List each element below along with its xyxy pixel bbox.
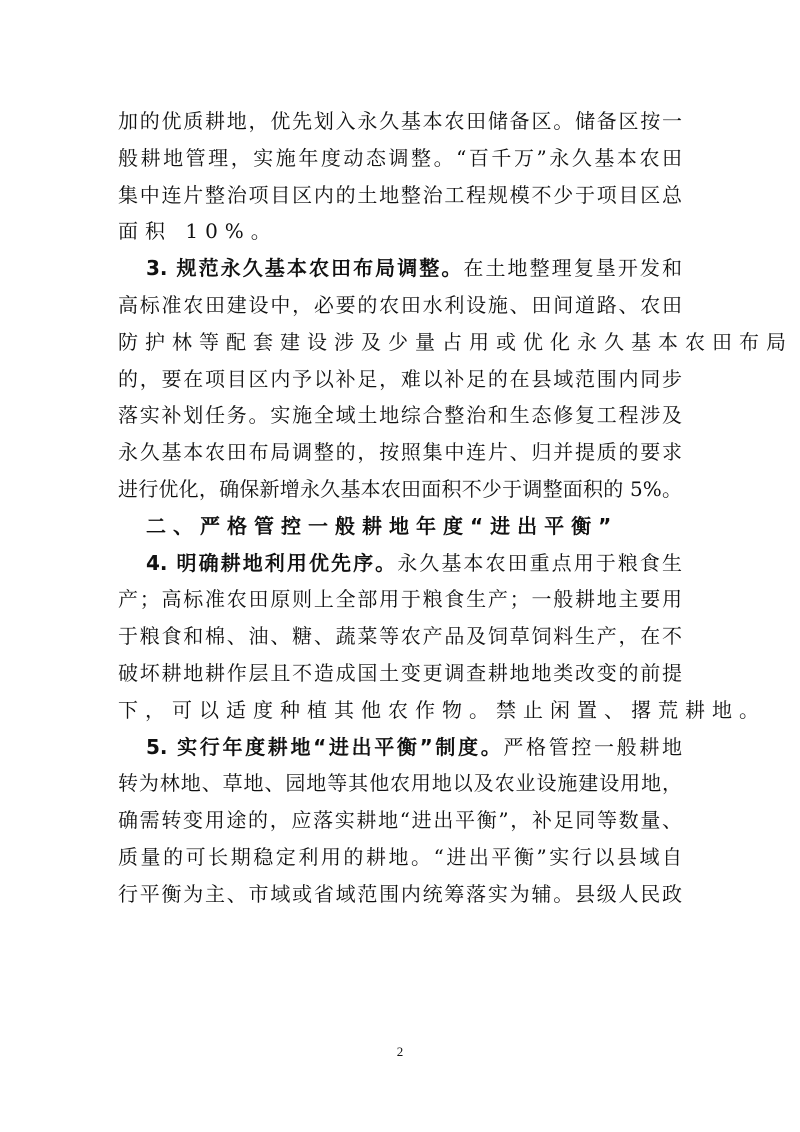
text-line: [118, 581, 682, 618]
text-line: [118, 140, 682, 177]
line-text: 进行优化，确保新增永久基本农田面积不少于调整面积的 5%。: [118, 476, 682, 501]
line-text: 加的优质耕地，优先划入永久基本农田储备区。储备区按一: [118, 109, 682, 133]
bold-heading: 5. 实行年度耕地“进出平衡”制度。: [146, 734, 504, 759]
text-line: [118, 765, 682, 802]
text-line: [118, 324, 793, 361]
line-text: 集中连片整治项目区内的土地整治工程规模不少于项目区总: [118, 182, 682, 207]
heading-line: [118, 729, 682, 766]
line-text: 确需转变用途的，应落实耕地“进出平衡”，补足同等数量、: [118, 808, 682, 833]
text-line: [118, 213, 682, 250]
line-text: 破坏耕地耕作层且不造成国土变更调查耕地地类改变的前提: [118, 660, 682, 685]
document-body: [118, 103, 793, 913]
line-text: 永久基本农田重点用于粮食生: [397, 550, 682, 575]
line-text: 永久基本农田布局调整的，按照集中连片、归并提质的要求: [118, 440, 682, 465]
line-text: 质量的可长期稳定利用的耕地。“进出平衡”实行以县域自: [118, 844, 682, 869]
text-line: [118, 802, 682, 839]
line-text: 在土地整理复垦开发和: [463, 256, 682, 281]
heading-line: [118, 545, 682, 582]
text-line: [118, 103, 682, 140]
text-line: [118, 287, 682, 324]
text-line: [118, 655, 682, 692]
text-line: [118, 471, 682, 508]
text-line: [118, 876, 682, 913]
heading-line: [118, 508, 682, 545]
text-line: [118, 692, 766, 729]
bold-heading: 二、严格管控一般耕地年度“进出平衡”: [146, 513, 619, 538]
line-text: 严格管控一般耕地: [503, 734, 683, 759]
line-text: 落实补划任务。实施全域土地综合整治和生态修复工程涉及: [118, 403, 682, 428]
bold-heading: 3. 规范永久基本农田布局调整。: [146, 256, 464, 281]
text-line: [118, 618, 682, 655]
heading-line: [118, 250, 682, 287]
text-line: [118, 397, 682, 434]
text-line: [118, 839, 682, 876]
line-text: 下，可以适度种植其他农作物。禁止闲置、撂荒耕地。: [118, 697, 766, 722]
line-text: 高标准农田建设中，必要的农田水利设施、田间道路、农田: [118, 292, 682, 317]
text-line: [118, 177, 682, 214]
line-text: 行平衡为主、市域或省域范围内统筹落实为辅。县级人民政: [118, 881, 682, 906]
line-text: 的，要在项目区内予以补足，难以补足的在县域范围内同步: [118, 366, 682, 391]
text-line: [118, 434, 682, 471]
bold-heading: 4. 明确耕地利用优先序。: [146, 550, 398, 575]
line-text: 转为林地、草地、园地等其他农用地以及农业设施建设用地，: [118, 771, 682, 796]
line-text: 般耕地管理，实施年度动态调整。“百千万”永久基本农田: [118, 145, 682, 170]
line-text: 面积 10%。: [118, 219, 278, 244]
line-text: 防护林等配套建设涉及少量占用或优化永久基本农田布局: [118, 329, 793, 354]
line-text: 于粮食和棉、油、糖、蔬菜等农产品及饲草饲料生产，在不: [118, 624, 682, 649]
text-line: [118, 361, 682, 398]
page-number: 2: [396, 1044, 404, 1059]
line-text: 产；高标准农田原则上全部用于粮食生产；一般耕地主要用: [118, 587, 682, 612]
